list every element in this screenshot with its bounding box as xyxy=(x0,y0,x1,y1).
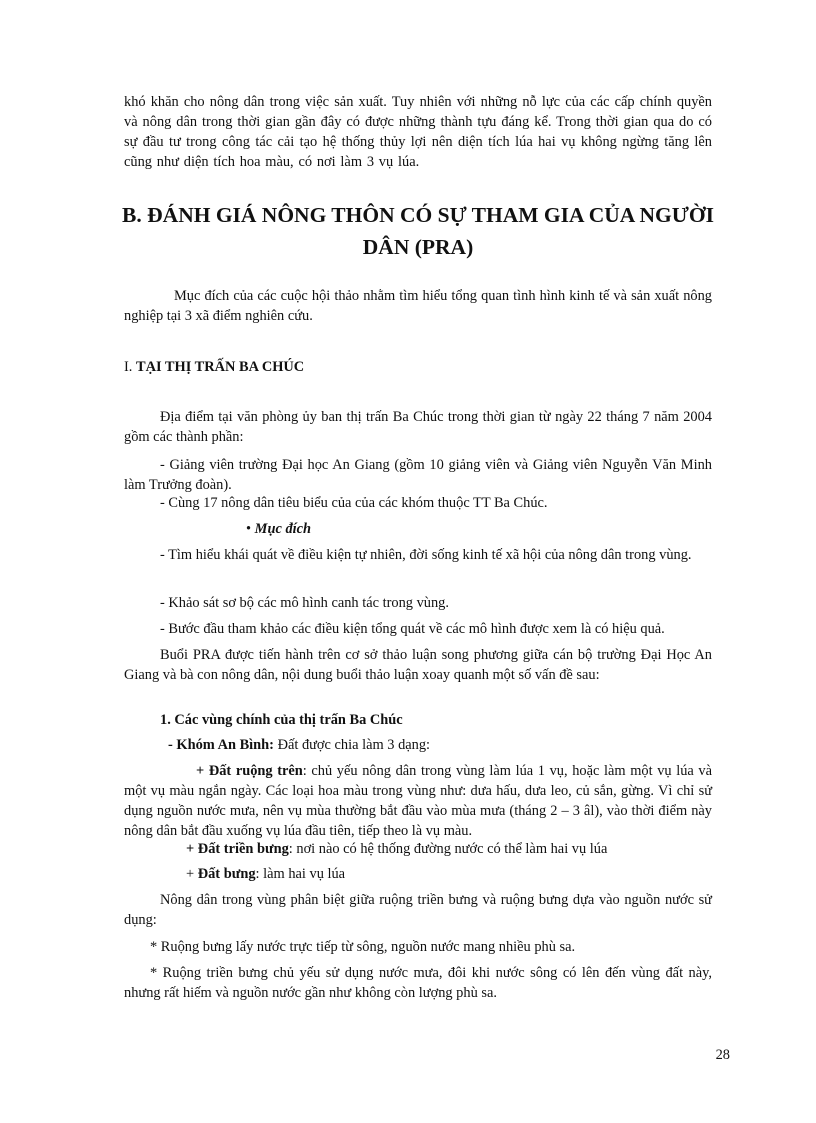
purpose-label: Mục đích xyxy=(254,521,312,537)
khom-an-binh-text: Đất được chia làm 3 dạng: xyxy=(273,737,431,753)
purpose-heading xyxy=(246,519,646,539)
zones-heading: 1. Các vùng chính của thị trấn Ba Chúc xyxy=(160,712,403,728)
dat-bung-prefix: + xyxy=(186,866,198,882)
subsection-number: I. xyxy=(124,359,133,375)
dat-ruong-tren-label: + Đất ruộng trên xyxy=(196,763,303,779)
dat-bung-text: : làm hai vụ lúa xyxy=(255,866,346,882)
purpose-item: - Bước đầu tham khảo các điều kiện tổng quát về các mô hình được xem là có hiệu quả. xyxy=(160,621,665,637)
subsection-title: TẠI THỊ TRẤN BA CHÚC xyxy=(136,359,305,375)
section-title-line-1: B. ĐÁNH GIÁ NÔNG THÔN CÓ SỰ THAM GIA CỦA NGƯỜI xyxy=(122,203,714,227)
bullet-icon: • xyxy=(246,521,252,537)
purpose-item: - Tìm hiểu khái quát về điều kiện tự nhiên, đời sống kinh tế xã hội của nông dân trong vùng. xyxy=(160,547,692,563)
khom-an-binh-label: - Khóm An Bình: xyxy=(168,737,274,753)
pra-paragraph: Buổi PRA được tiến hành trên cơ sở thảo luận song phương giữa cán bộ trường Đại Học An Giang và bà con nông dân, nội dung buổi thảo luận xoay quanh một số vấn đề sau: xyxy=(124,647,712,683)
dat-trien-bung-text: : nơi nào có hệ thống đường nước có thể làm hai vụ lúa xyxy=(288,841,608,857)
dat-ruong-tren xyxy=(124,761,712,841)
page-number: 28 xyxy=(715,1047,730,1063)
location-paragraph: Địa điểm tại văn phòng ủy ban thị trấn Ba Chúc trong thời gian từ ngày 22 tháng 7 năm 2004 gồm các thành phần: xyxy=(124,409,712,445)
intro-paragraph: khó khăn cho nông dân trong việc sản xuất. Tuy nhiên với những nỗ lực của các cấp chính quyền và nông dân trong thời gian gần đây có được những thành tựu đáng kể. Trong thời gian qua do có sự đầu tư trong công tác cải tạo hệ thống thủy lợi nên diện tích lúa hai vụ không ngừng tăng lên cũng như diện tích hoa màu, có nơi làm 3 vụ lúa. xyxy=(124,94,712,170)
dat-trien-bung-label: + Đất triền bưng xyxy=(186,841,289,857)
dat-bung-label: Đất bưng xyxy=(197,866,256,882)
distinguish-paragraph: Nông dân trong vùng phân biệt giữa ruộng triền bưng và ruộng bưng dựa vào nguồn nước sử dụng: xyxy=(124,892,712,928)
section-title-line-2: DÂN (PRA) xyxy=(362,235,474,259)
dat-bung xyxy=(186,864,712,884)
section-title xyxy=(110,199,726,263)
khom-an-binh xyxy=(168,735,712,755)
participant-item: - Giảng viên trường Đại học An Giang (gồm 10 giảng viên và Giảng viên Nguyễn Văn Minh làm Trưởng đoàn). xyxy=(124,457,712,493)
subsection-heading xyxy=(124,357,712,377)
participant-item: - Cùng 17 nông dân tiêu biểu của của các khóm thuộc TT Ba Chúc. xyxy=(160,495,548,511)
dat-trien-bung xyxy=(186,839,712,859)
purpose-item: - Khảo sát sơ bộ các mô hình canh tác trong vùng. xyxy=(160,595,449,611)
dat-ruong-tren-text: : chủ yếu nông dân trong vùng làm lúa 1 vụ, hoặc làm một vụ lúa và một vụ màu ngắn ngày. Các loại hoa màu trong vùng như: dưa hấu, dưa leo, củ sắn, gừng. Vì chỉ sử dụng nguồn nước mưa, nên vụ mùa thường bắt đầu vào mùa mưa (tháng 2 – 3 âl), vào thời điểm này nông dân bắt đầu xuống vụ lúa đầu tiên, tiếp theo là vụ màu. xyxy=(124,763,712,839)
purpose-paragraph: Mục đích của các cuộc hội thảo nhằm tìm hiểu tổng quan tình hình kinh tế và sản xuất nông nghiệp tại 3 xã điểm nghiên cứu. xyxy=(124,288,712,324)
note-item: * Ruộng triền bưng chủ yếu sử dụng nước mưa, đôi khi nước sông có lên đến vùng đất này, nhưng rất hiếm và nguồn nước gần như không còn lượng phù sa. xyxy=(124,965,712,1001)
note-item: * Ruộng bưng lấy nước trực tiếp từ sông, nguồn nước mang nhiều phù sa. xyxy=(150,939,576,955)
